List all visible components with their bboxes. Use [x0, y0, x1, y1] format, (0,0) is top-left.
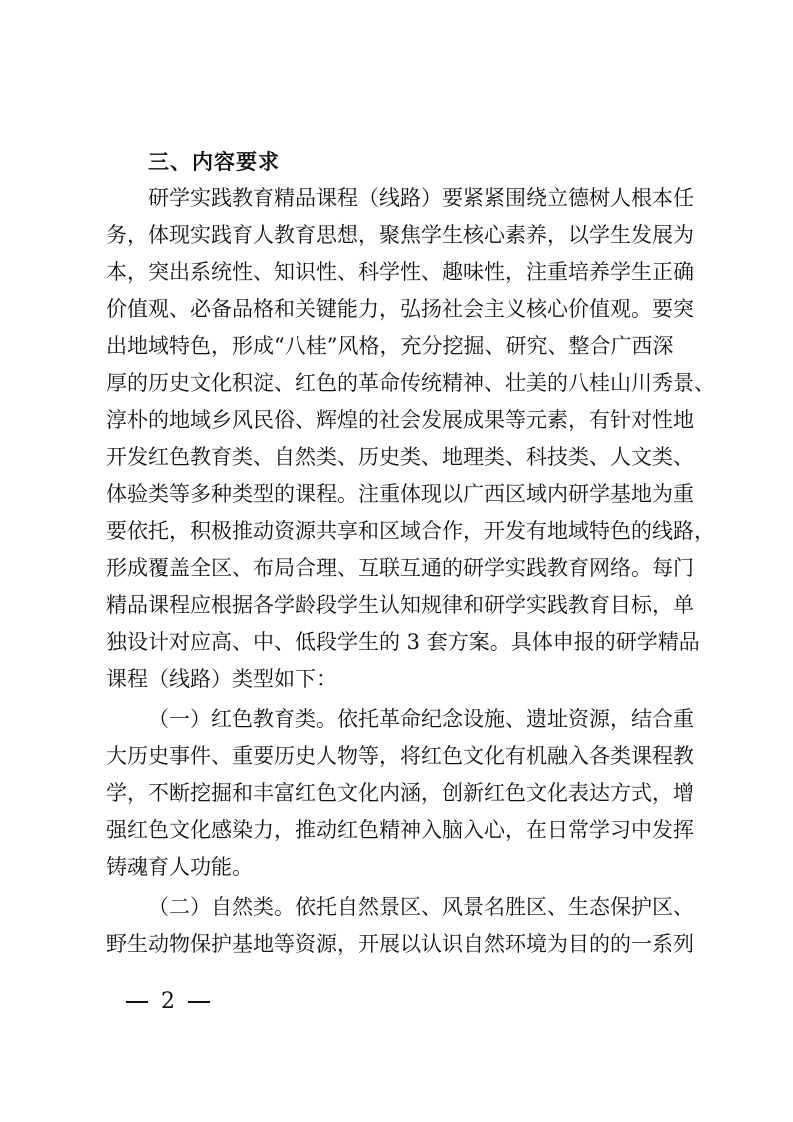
paragraph-line: 野生动物保护基地等资源，开展以认识自然环境为目的的一系列: [106, 932, 694, 956]
paragraph-line: 铸魂育人功能。: [106, 855, 253, 879]
paragraph-line: 体验类等多种类型的课程。注重体现以广西区域内研学基地为重: [106, 482, 694, 506]
paragraph-line: 大历史事件、重要历史人物等，将红色文化有机融入各类课程教: [106, 744, 694, 768]
paragraph-line: 要依托，积极推动资源共享和区域合作，开发有地域特色的线路，: [106, 519, 715, 543]
paragraph-line: 课程（线路）类型如下：: [106, 667, 337, 691]
paragraph-line: 精品课程应根据各学龄段学生认知规律和研学实践教育目标，单: [106, 593, 694, 617]
paragraph-line: 价值观、必备品格和关键能力，弘扬社会主义核心价值观。要突: [106, 297, 694, 321]
page-number: 2: [161, 989, 175, 1014]
paragraph-line: 厚的历史文化积淀、红色的革命传统精神、壮美的八桂山川秀景、: [106, 371, 715, 395]
paragraph-line: （二）自然类。依托自然景区、风景名胜区、生态保护区、: [148, 895, 694, 919]
paragraph-line: 务，体现实践育人教育思想，聚焦学生核心素养，以学生发展为: [106, 223, 694, 247]
footer-right-dash: [188, 1001, 210, 1003]
paragraph-line: 形成覆盖全区、布局合理、互联互通的研学实践教育网络。每门: [106, 556, 694, 580]
paragraph-line: 强红色文化感染力，推动红色精神入脑入心，在日常学习中发挥: [106, 818, 694, 842]
footer-left-dash: [126, 1001, 148, 1003]
section-heading: 三、内容要求: [148, 150, 280, 174]
paragraph-line: 独设计对应高、中、低段学生的 3 套方案。具体申报的研学精品: [106, 630, 700, 654]
paragraph-line: 出地域特色，形成“八桂”风格，充分挖掘、研究、整合广西深: [106, 334, 674, 358]
paragraph-line: 开发红色教育类、自然类、历史类、地理类、科技类、人文类、: [106, 445, 694, 469]
page-footer: [120, 986, 216, 1018]
paragraph-line: 淳朴的地域乡风民俗、辉煌的社会发展成果等元素，有针对性地: [106, 408, 694, 432]
paragraph-line: 本，突出系统性、知识性、科学性、趣味性，注重培养学生正确: [106, 260, 694, 284]
paragraph-line: 研学实践教育精品课程（线路）要紧紧围绕立德树人根本任: [148, 186, 694, 210]
paragraph-line: 学，不断挖掘和丰富红色文化内涵，创新红色文化表达方式，增: [106, 781, 694, 805]
paragraph-line: （一）红色教育类。依托革命纪念设施、遗址资源，结合重: [148, 707, 694, 731]
